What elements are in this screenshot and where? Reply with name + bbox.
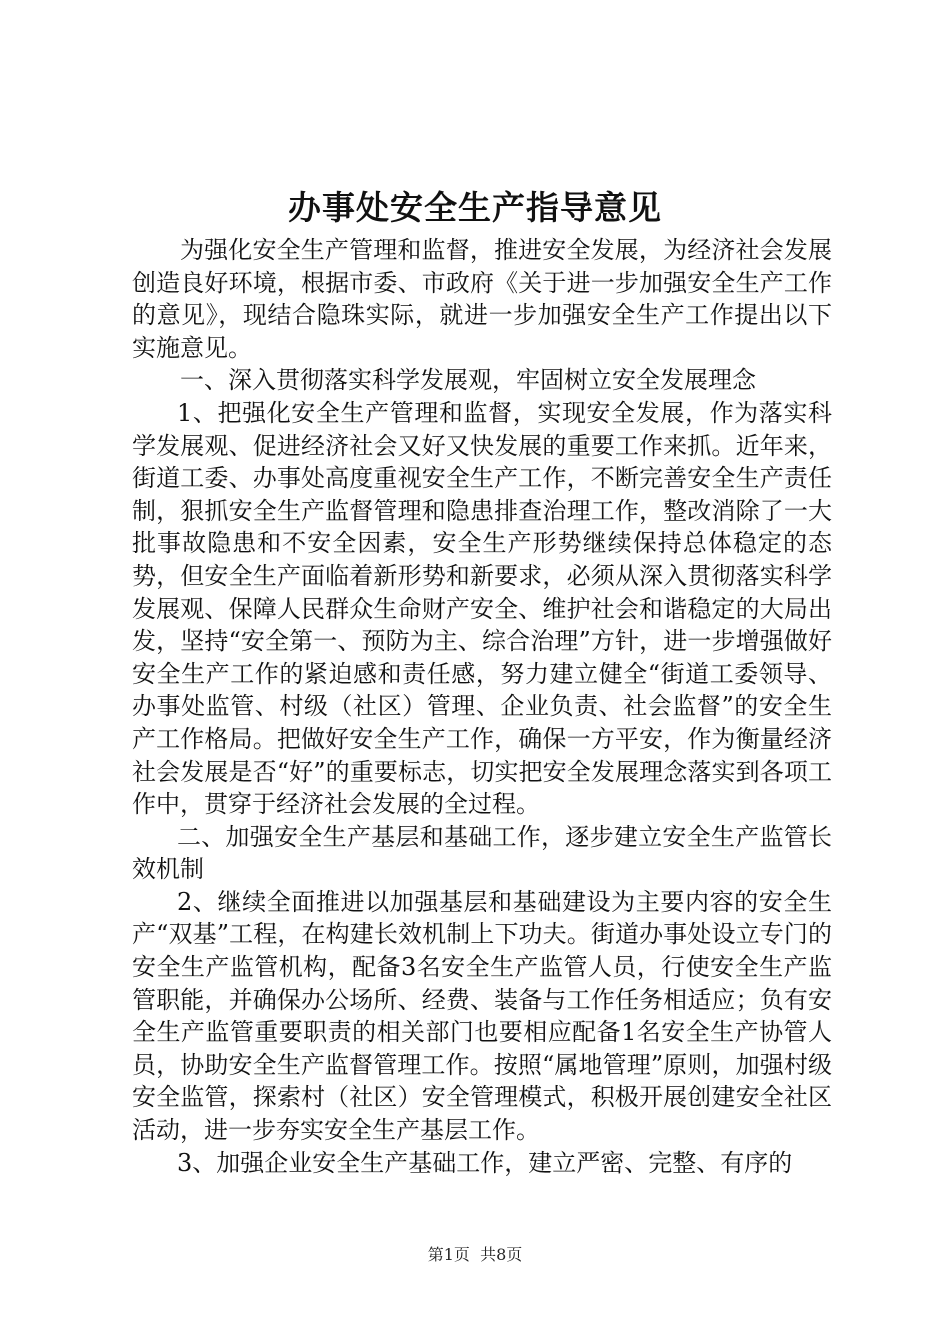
document-body [132,234,832,1179]
section-heading-2: 二、加强安全生产基层和基础工作，逐步建立安全生产监管长效机制 [132,822,832,884]
paragraph-item-2: 2、继续全面推进以加强基层和基础建设为主要内容的安全生产“双基”工程，在构建长效机制上下功夫。街道办事处设立专门的安全生产监管机构，配备3名安全生产监管人员，行使安全生产监管职能，并确保办公场所、经费、装备与工作任务相适应；负有安全生产监管重要职责的相关部门也要相应配备1名安全生产协管人员，协助安全生产监督管理工作。按照“属地管理”原则，加强村级安全监管，探索村（社区）安全管理模式，积极开展创建安全社区活动，进一步夯实安全生产基层工作。 [132,887,832,1145]
page-number: 第1页 [427,1245,470,1264]
document-title: 办事处安全生产指导意见 [288,188,662,227]
page-footer [0,1244,950,1266]
paragraph-item-1: 1、把强化安全生产管理和监督，实现安全发展，作为落实科学发展观、促进经济社会又好又快发展的重要工作来抓。近年来，街道工委、办事处高度重视安全生产工作，不断完善安全生产责任制，狠抓安全生产监督管理和隐患排查治理工作，整改消除了一大批事故隐患和不安全因素，安全生产形势继续保持总体稳定的态势，但安全生产面临着新形势和新要求，必须从深入贯彻落实科学发展观、保障人民群众生命财产安全、维护社会和谐稳定的大局出发，坚持“安全第一、预防为主、综合治理”方针，进一步增强做好安全生产工作的紧迫感和责任感，努力建立健全“街道工委领导、办事处监管、村级（社区）管理、企业负责、社会监督”的安全生产工作格局。把做好安全生产工作，确保一方平安，作为衡量经济社会发展是否“好”的重要标志，切实把安全发展理念落实到各项工作中，贯穿于经济社会发展的全过程。 [132,398,832,819]
page-total: 共8页 [480,1245,523,1264]
paragraph-item-3: 3、加强企业安全生产基础工作，建立严密、完整、有序的 [177,1148,793,1177]
paragraph-intro: 为强化安全生产管理和监督，推进安全发展，为经济社会发展创造良好环境，根据市委、市政府《关于进一步加强安全生产工作的意见》，现结合隐珠实际，就进一步加强安全生产工作提出以下实施意见。 [132,236,832,362]
section-heading-1: 一、深入贯彻落实科学发展观，牢固树立安全发展理念 [180,366,756,395]
